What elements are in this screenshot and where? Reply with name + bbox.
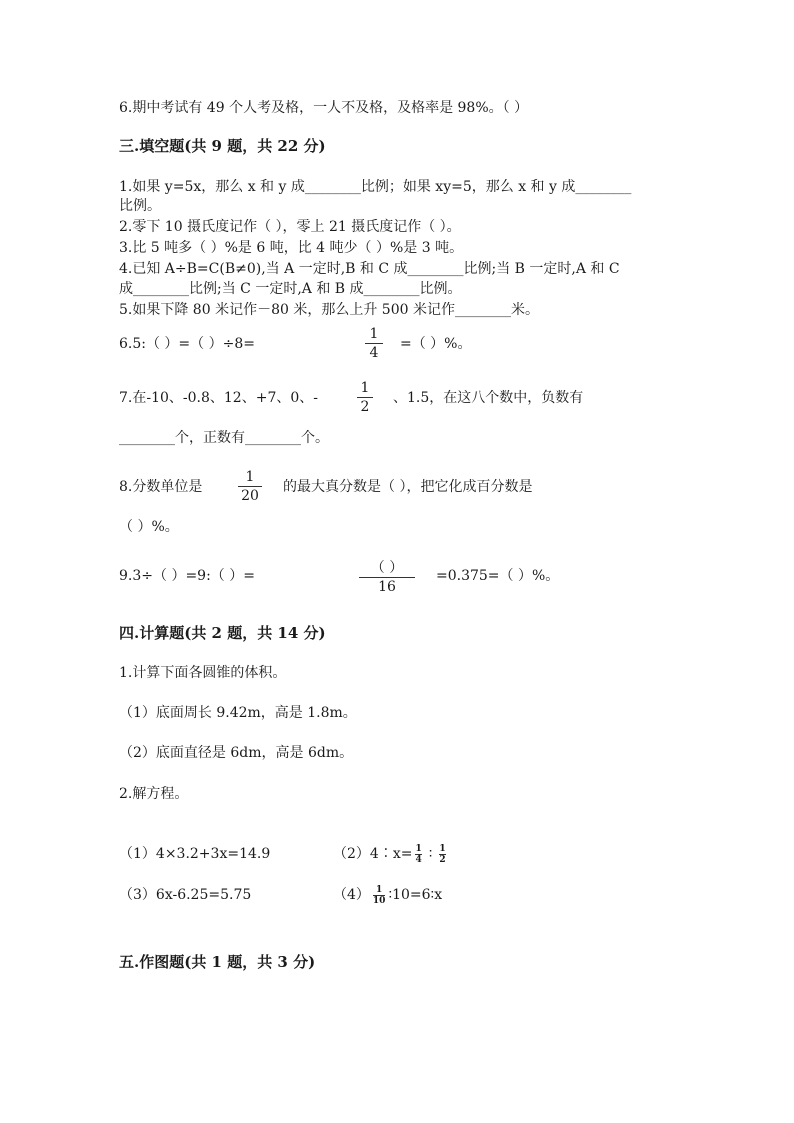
fraction-bar: [238, 486, 262, 487]
fraction-numerator: 1: [415, 843, 422, 854]
fraction-numerator: 1: [360, 380, 370, 396]
fraction-denominator: 4: [369, 345, 379, 361]
fill-q8-part-b: 的最大真分数是（ ），把它化成百分数是: [283, 479, 533, 495]
fraction-numerator: 1: [245, 469, 255, 485]
fill-q9-fraction: [359, 560, 415, 595]
equation-4: [333, 883, 442, 907]
calc-q1: 1.计算下面各圆锥的体积。: [119, 665, 287, 681]
fraction-numerator: 1: [439, 843, 446, 854]
fraction-denominator: 16: [378, 579, 396, 595]
fraction-bar: [357, 397, 373, 398]
fill-q7-part-b: 、1.5，在这八个数中，负数有: [393, 390, 584, 406]
fill-q1-line1: 1.如果 y=5x，那么 x 和 y 成________比例；如果 xy=5，那么 x 和 y 成________: [119, 179, 632, 195]
equation-2-fraction-1: [415, 844, 421, 865]
fill-q6-part-b: =（ ）%。: [400, 336, 472, 352]
fill-q7-line2: ________个，正数有________个。: [119, 430, 329, 446]
fill-q7-part-a: 7.在-10、-0.8、12、+7、0、-: [119, 390, 318, 406]
fill-q3: 3.比 5 吨多（ ）%是 6 吨，比 4 吨少（ ）%是 3 吨。: [119, 240, 464, 256]
equation-4-suffix: ∶10=6∶x: [388, 887, 443, 903]
ratio-colon: ∶: [428, 846, 433, 862]
fill-q4-line1: 4.已知 A÷B=C(B≠0),当 A 一定时,B 和 C 成________比例;当 B 一定时,A 和 C: [119, 261, 620, 277]
fill-q5: 5.如果下降 80 米记作－80 米，那么上升 500 米记作________米。: [119, 302, 539, 318]
equation-2-fraction-2: [439, 844, 445, 865]
judge-question-6: 6.期中考试有 49 个人考及格，一人不及格，及格率是 98%。（ ）: [119, 100, 529, 116]
fraction-numerator: （ ）: [370, 560, 404, 576]
fill-q4-line2: 成________比例;当 C 一定时,A 和 B 成________比例。: [119, 281, 462, 297]
calc-q1-a: （1）底面周长 9.42m，高是 1.8m。: [119, 705, 357, 721]
fraction-bar: [365, 343, 383, 344]
equation-1: （1）4×3.2+3x=14.9: [119, 846, 271, 862]
fill-q2: 2.零下 10 摄氏度记作（ ），零上 21 摄氏度记作（ ）。: [119, 219, 461, 235]
section-5-title: 五.作图题(共 1 题，共 3 分): [119, 953, 316, 971]
calc-q2: 2.解方程。: [119, 786, 189, 802]
fraction-denominator: 2: [439, 854, 446, 865]
equation-2: [333, 842, 449, 866]
fraction-denominator: 4: [415, 854, 422, 865]
fill-q1-line2: 比例。: [119, 198, 161, 214]
fraction-denominator: 2: [360, 399, 370, 415]
section-4-title: 四.计算题(共 2 题，共 14 分): [119, 624, 326, 642]
fill-q6-part-a: 6.5:（ ）=（ ）÷8=: [119, 336, 255, 352]
fill-q8-fraction: [238, 469, 262, 504]
fill-q8-part-a: 8.分数单位是: [119, 479, 203, 495]
equation-4-prefix: （4）: [333, 887, 370, 903]
fraction-denominator: 10: [372, 895, 386, 906]
equation-4-fraction: [373, 885, 386, 906]
section-3-title: 三.填空题(共 9 题，共 22 分): [119, 137, 326, 155]
calc-q1-b: （2）底面直径是 6dm，高是 6dm。: [119, 745, 354, 761]
equation-2-text: （2）4∶x=: [333, 846, 413, 862]
fill-q7-fraction: [357, 380, 373, 415]
equation-3: （3）6x-6.25=5.75: [119, 887, 252, 903]
fill-q8-line2: （ ）%。: [119, 519, 179, 535]
fraction-numerator: 1: [376, 884, 383, 895]
fraction-bar: [359, 577, 415, 578]
fill-q9-part-a: 9.3÷（ ）=9:（ ）=: [119, 568, 255, 584]
fraction-denominator: 20: [241, 488, 259, 504]
fraction-numerator: 1: [369, 326, 379, 342]
fill-q9-part-b: =0.375=（ ）%。: [436, 568, 560, 584]
fill-q6-fraction: [365, 326, 383, 361]
